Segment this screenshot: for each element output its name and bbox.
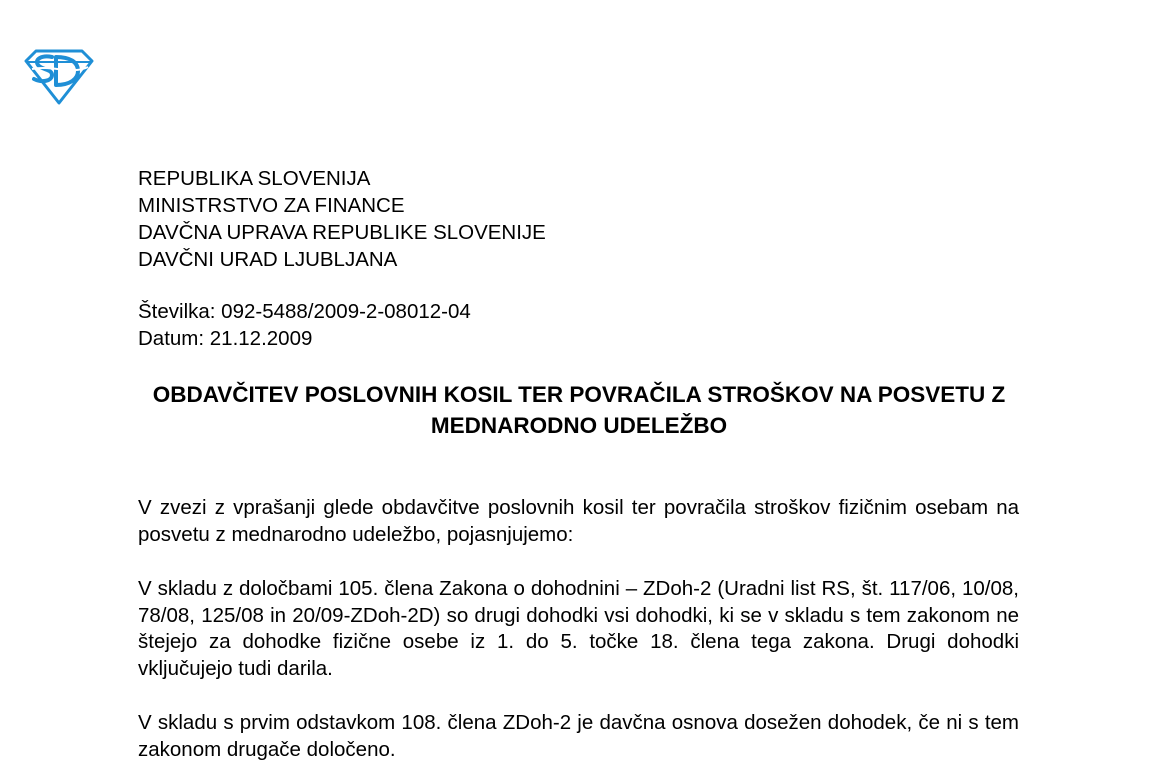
shield-logo-icon xyxy=(22,47,96,105)
letterhead-line: MINISTRSTVO ZA FINANCE xyxy=(138,194,405,217)
document-meta xyxy=(138,298,471,352)
sd-logo xyxy=(22,47,96,105)
letterhead xyxy=(138,165,546,273)
letterhead-line: REPUBLIKA SLOVENIJA xyxy=(138,167,371,190)
document-number: Številka: 092-5488/2009-2-08012-04 xyxy=(138,300,471,323)
body-paragraph: V skladu s prvim odstavkom 108. člena ZDoh-2 je davčna osnova dosežen dohodek, če ni s tem zakonom drugače določeno. xyxy=(138,711,1019,761)
document-title: OBDAVČITEV POSLOVNIH KOSIL TER POVRAČILA STROŠKOV NA POSVETU Z MEDNARODNO UDELEŽBO xyxy=(152,382,1006,438)
document-date: Datum: 21.12.2009 xyxy=(138,327,313,350)
body-paragraph: V skladu z določbami 105. člena Zakona o dohodnini – ZDoh-2 (Uradni list RS, št. 117/06, 10/08, 78/08, 125/08 in 20/09-ZDoh-2D) so drugi dohodki vsi dohodki, ki se v skladu s tem zakonom ne štejejo za dohodke fizične osebe iz 1. do 5. točke 18. člena tega zakona. Drugi dohodki vključujejo tudi darila. xyxy=(138,577,1019,681)
letterhead-line: DAVČNA UPRAVA REPUBLIKE SLOVENIJE xyxy=(138,221,546,244)
body-paragraph: V zvezi z vprašanji glede obdavčitve poslovnih kosil ter povračila stroškov fizičnim osebam na posvetu z mednarodno udeležbo, pojasnjujemo: xyxy=(138,496,1019,546)
letterhead-line: DAVČNI URAD LJUBLJANA xyxy=(138,248,398,271)
